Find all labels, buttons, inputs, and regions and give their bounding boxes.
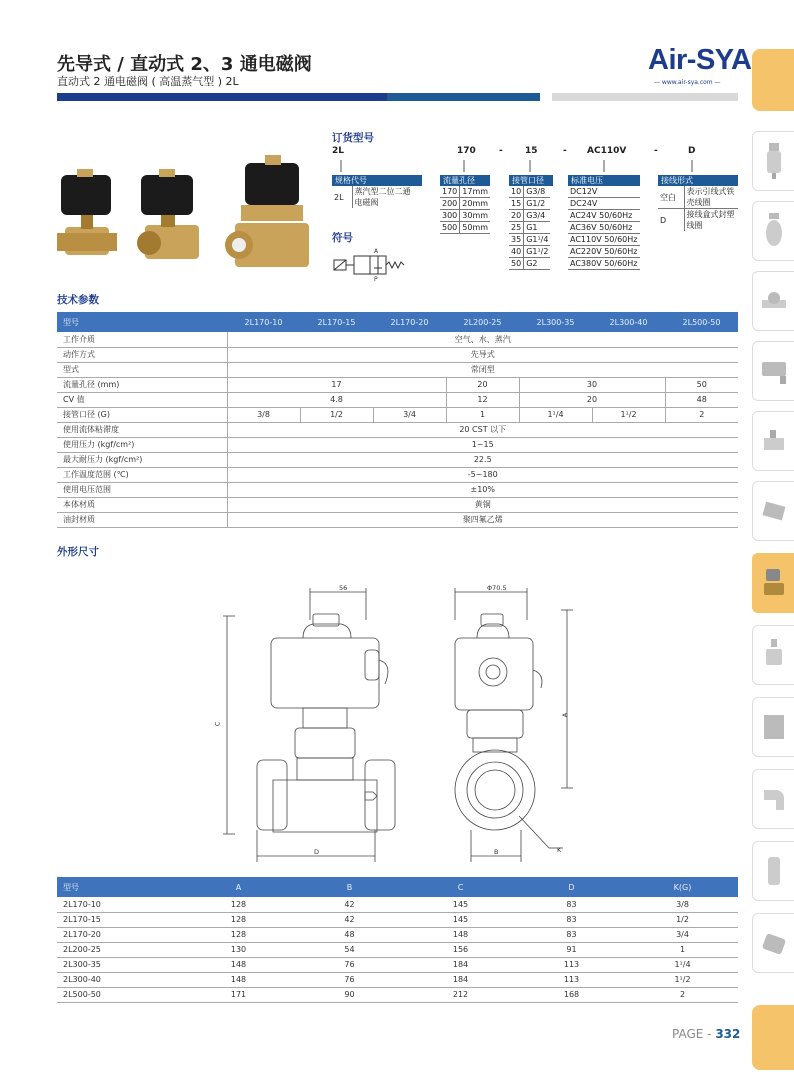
row-label: 使用流体粘滞度 — [57, 422, 227, 437]
cell: 黄铜 — [227, 497, 738, 512]
cell: 聚四氟乙烯 — [227, 512, 738, 527]
cell: 128 — [183, 927, 294, 942]
cell: 4.8 — [227, 392, 446, 407]
col-header: K(G) — [627, 877, 738, 897]
side-tab-manifold[interactable] — [752, 697, 794, 757]
row-label: 油封材质 — [57, 512, 227, 527]
cell: 212 — [405, 987, 516, 1002]
silencer-icon — [762, 853, 786, 889]
table-row — [57, 407, 738, 422]
brand-logo: Air-SYA — [648, 44, 752, 76]
cell: 2 — [665, 407, 738, 422]
dimensions-table — [57, 877, 738, 1003]
dim-label-phi: Φ70.5 — [487, 584, 507, 592]
table-row — [57, 467, 738, 482]
cell: 168 — [516, 987, 627, 1002]
cell-model: 2L170-20 — [57, 927, 183, 942]
cell: 1 — [446, 407, 519, 422]
cell: 30 — [519, 377, 665, 392]
cell: 50 — [665, 377, 738, 392]
voltage-option: AC110V 50/60Hz — [568, 234, 640, 246]
cell: 184 — [405, 957, 516, 972]
cell: 先导式 — [227, 347, 738, 362]
code-tick-lines — [330, 160, 700, 174]
wiring-code: 空白 — [658, 186, 684, 209]
table-row — [57, 332, 738, 347]
header-bar-accent — [387, 93, 540, 101]
cell: 113 — [516, 957, 627, 972]
col-header: 2L170-20 — [373, 312, 446, 332]
cell-model: 2L500-50 — [57, 987, 183, 1002]
cell: 128 — [183, 912, 294, 927]
cell: 3/4 — [627, 927, 738, 942]
side-tab-connector[interactable] — [752, 481, 794, 541]
col-header: D — [516, 877, 627, 897]
side-tab-fitting[interactable] — [752, 411, 794, 471]
front-view — [223, 588, 395, 862]
table-row — [57, 512, 738, 527]
table-row — [57, 437, 738, 452]
cell: 1 — [627, 942, 738, 957]
orifice-size: 17mm — [460, 186, 490, 198]
port-code: 40 — [509, 246, 524, 258]
connector-icon — [760, 496, 788, 526]
cell: 1/2 — [627, 912, 738, 927]
table-row — [57, 972, 738, 987]
page-subtitle: 直动式 2 通电磁阀 ( 高温蒸气型 ) 2L — [57, 75, 239, 88]
code-series: 2L — [332, 146, 344, 156]
row-label: 最大耐压力 (kgf/cm²) — [57, 452, 227, 467]
product-photos — [55, 155, 325, 275]
port-size: G1/2 — [524, 198, 551, 210]
cell: 42 — [294, 912, 405, 927]
col-header: B — [294, 877, 405, 897]
table-row — [57, 987, 738, 1002]
voltage-option: AC220V 50/60Hz — [568, 246, 640, 258]
port-code: 35 — [509, 234, 524, 246]
port-size: G1¹/4 — [524, 234, 551, 246]
symbol-port-p: P — [374, 276, 378, 283]
cell: 1¹/4 — [519, 407, 592, 422]
port-size: G2 — [524, 258, 551, 270]
page-title: 先导式 / 直动式 2、3 通电磁阀 — [57, 54, 312, 75]
orifice-box — [440, 175, 490, 234]
table-row — [57, 377, 738, 392]
row-label: 接管口径 (G) — [57, 407, 227, 422]
table-row — [57, 482, 738, 497]
table-row — [57, 347, 738, 362]
cell-model: 2L200-25 — [57, 942, 183, 957]
orifice-size: 20mm — [460, 198, 490, 210]
table-header-row — [57, 312, 738, 332]
col-header: 2L170-10 — [227, 312, 300, 332]
row-label: 本体材质 — [57, 497, 227, 512]
cell: 90 — [294, 987, 405, 1002]
cell: 83 — [516, 927, 627, 942]
table-row — [57, 392, 738, 407]
tech-params-title: 技术参数 — [57, 294, 99, 306]
cell: 83 — [516, 897, 627, 912]
page-value: 332 — [715, 1027, 741, 1041]
spec-code-header: 规格代号 — [332, 175, 422, 186]
manifold-icon — [761, 709, 787, 745]
cell: 3/8 — [227, 407, 300, 422]
cell: 148 — [405, 927, 516, 942]
col-model: 型号 — [57, 877, 183, 897]
filter-icon — [763, 141, 785, 181]
cell: 48 — [665, 392, 738, 407]
orifice-code: 170 — [440, 186, 460, 198]
cell: 空气、水、蒸汽 — [227, 332, 738, 347]
cell: ±10% — [227, 482, 738, 497]
orifice-header: 流量孔径 — [440, 175, 490, 186]
table-row — [57, 362, 738, 377]
port-header: 接管口径 — [509, 175, 553, 186]
accessory-icon — [760, 928, 788, 958]
valve-photo-medium — [137, 169, 199, 259]
col-header: 2L300-40 — [592, 312, 665, 332]
port-size: G3/8 — [524, 186, 551, 198]
table-row — [57, 422, 738, 437]
row-label: 使用压力 (kgf/cm²) — [57, 437, 227, 452]
cell: 20 — [446, 377, 519, 392]
row-label: 型式 — [57, 362, 227, 377]
cell: 113 — [516, 972, 627, 987]
cell-model: 2L300-35 — [57, 957, 183, 972]
cell: 20 — [519, 392, 665, 407]
cell: -5~180 — [227, 467, 738, 482]
table-row — [57, 957, 738, 972]
orifice-code: 500 — [440, 222, 460, 234]
dim-label-a: A — [561, 712, 570, 718]
header-bar-grey — [552, 93, 738, 101]
cell: 145 — [405, 897, 516, 912]
orifice-code: 300 — [440, 210, 460, 222]
code-dash: - — [654, 146, 658, 156]
voltage-option: AC380V 50/60Hz — [568, 258, 640, 270]
header-bar — [57, 93, 387, 101]
dim-label-56: 56 — [339, 584, 348, 592]
cell: 91 — [516, 942, 627, 957]
dimension-drawing — [215, 580, 595, 870]
port-code: 10 — [509, 186, 524, 198]
side-tab-silencer[interactable] — [752, 841, 794, 901]
dim-label-k: K — [557, 846, 562, 854]
cell: 130 — [183, 942, 294, 957]
col-header: 2L500-50 — [665, 312, 738, 332]
table-row — [57, 452, 738, 467]
row-label: 工作介质 — [57, 332, 227, 347]
lubricator-icon — [763, 211, 785, 251]
port-box — [509, 175, 553, 270]
cell-model: 2L170-10 — [57, 897, 183, 912]
cell: 171 — [183, 987, 294, 1002]
row-label: 动作方式 — [57, 347, 227, 362]
symbol-port-a: A — [374, 248, 379, 255]
cell: 1¹/2 — [592, 407, 665, 422]
cell: 1/2 — [300, 407, 373, 422]
wiring-box — [658, 175, 738, 231]
voltage-option: DC12V — [568, 186, 640, 198]
dim-label-d: D — [314, 848, 320, 856]
cell: 148 — [183, 972, 294, 987]
wiring-code: D — [660, 215, 667, 225]
cell: 17 — [227, 377, 446, 392]
cell: 22.5 — [227, 452, 738, 467]
wiring-header: 接线形式 — [658, 175, 738, 186]
cell: 1¹/4 — [627, 957, 738, 972]
side-tab-gauge[interactable] — [752, 625, 794, 685]
col-header: 2L200-25 — [446, 312, 519, 332]
side-tab-tube[interactable] — [752, 769, 794, 829]
tech-params-table — [57, 312, 738, 528]
valve-photo-small — [57, 169, 117, 255]
col-header: 2L170-15 — [300, 312, 373, 332]
cell-model: 2L170-15 — [57, 912, 183, 927]
side-tab-solenoid-valve[interactable] — [752, 553, 794, 613]
tube-icon — [760, 784, 788, 814]
cell: 83 — [516, 912, 627, 927]
dim-label-b: B — [494, 848, 499, 856]
col-header: 2L300-35 — [519, 312, 592, 332]
port-size: G1 — [524, 222, 551, 234]
cell: 145 — [405, 912, 516, 927]
symbol-title: 符号 — [332, 232, 353, 244]
port-code: 15 — [509, 198, 524, 210]
port-code: 25 — [509, 222, 524, 234]
gauge-icon — [762, 637, 786, 673]
side-tab-top[interactable] — [752, 49, 794, 111]
table-row — [57, 912, 738, 927]
port-size: G1¹/2 — [524, 246, 551, 258]
cell: 48 — [294, 927, 405, 942]
code-voltage: AC110V — [587, 146, 627, 156]
cell: 128 — [183, 897, 294, 912]
port-size: G3/4 — [524, 210, 551, 222]
side-view — [455, 588, 573, 862]
port-code: 20 — [509, 210, 524, 222]
port-code: 50 — [509, 258, 524, 270]
cell: 12 — [446, 392, 519, 407]
cell: 148 — [183, 957, 294, 972]
side-tab-valve[interactable] — [752, 271, 794, 331]
col-header: A — [183, 877, 294, 897]
side-tab-accessory[interactable] — [752, 913, 794, 973]
col-model: 型号 — [57, 312, 227, 332]
cylinder-icon — [760, 356, 788, 386]
valve-icon — [760, 286, 788, 316]
voltage-box — [568, 175, 640, 270]
table-row — [57, 497, 738, 512]
voltage-header: 标准电压 — [568, 175, 640, 186]
side-tab-cylinder[interactable] — [752, 341, 794, 401]
wiring-desc: 接线盒式封塑线圈 — [684, 209, 738, 232]
valve-symbol — [332, 254, 412, 276]
cell-model: 2L300-40 — [57, 972, 183, 987]
row-label: 流量孔径 (mm) — [57, 377, 227, 392]
valve-photo-large — [225, 155, 309, 267]
row-label: 工作温度范围 (℃) — [57, 467, 227, 482]
cell: 3/4 — [373, 407, 446, 422]
order-code-title: 订货型号 — [332, 132, 374, 144]
cell: 2 — [627, 987, 738, 1002]
cell: 42 — [294, 897, 405, 912]
dim-label-c: C — [213, 721, 222, 727]
code-orifice: 170 — [457, 146, 476, 156]
orifice-size: 50mm — [460, 222, 490, 234]
brand-url: — www.air-sya.com — — [654, 79, 721, 86]
table-header-row — [57, 877, 738, 897]
orifice-size: 30mm — [460, 210, 490, 222]
solenoid-valve-icon — [760, 567, 788, 599]
side-tab-bottom[interactable] — [752, 1005, 794, 1070]
voltage-option: AC36V 50/60Hz — [568, 222, 640, 234]
spec-code-value: 2L — [334, 192, 344, 202]
cell: 3/8 — [627, 897, 738, 912]
row-label: CV 值 — [57, 392, 227, 407]
table-row — [57, 927, 738, 942]
page-label: PAGE - — [672, 1027, 716, 1041]
col-header: C — [405, 877, 516, 897]
code-dash: - — [499, 146, 503, 156]
spec-code-desc: 蒸汽型二位二通电磁阀 — [352, 186, 420, 208]
cell: 常闭型 — [227, 362, 738, 377]
cell: 76 — [294, 972, 405, 987]
code-port: 15 — [525, 146, 538, 156]
side-tab-filter[interactable] — [752, 131, 794, 191]
cell: 1~15 — [227, 437, 738, 452]
wiring-desc: 表示引线式铁壳线圈 — [684, 186, 738, 209]
cell: 76 — [294, 957, 405, 972]
dimensions-title: 外形尺寸 — [57, 546, 99, 558]
cell: 156 — [405, 942, 516, 957]
code-wiring: D — [688, 146, 696, 156]
code-dash: - — [563, 146, 567, 156]
cell: 184 — [405, 972, 516, 987]
voltage-option: AC24V 50/60Hz — [568, 210, 640, 222]
side-tab-lubricator[interactable] — [752, 201, 794, 261]
voltage-option: DC24V — [568, 198, 640, 210]
table-row — [57, 897, 738, 912]
row-label: 使用电压范围 — [57, 482, 227, 497]
cell: 1¹/2 — [627, 972, 738, 987]
cell: 20 CST 以下 — [227, 422, 738, 437]
spec-code-box — [332, 175, 422, 208]
table-row — [57, 942, 738, 957]
fitting-icon — [760, 426, 788, 456]
cell: 54 — [294, 942, 405, 957]
orifice-code: 200 — [440, 198, 460, 210]
page-number — [672, 1027, 740, 1041]
